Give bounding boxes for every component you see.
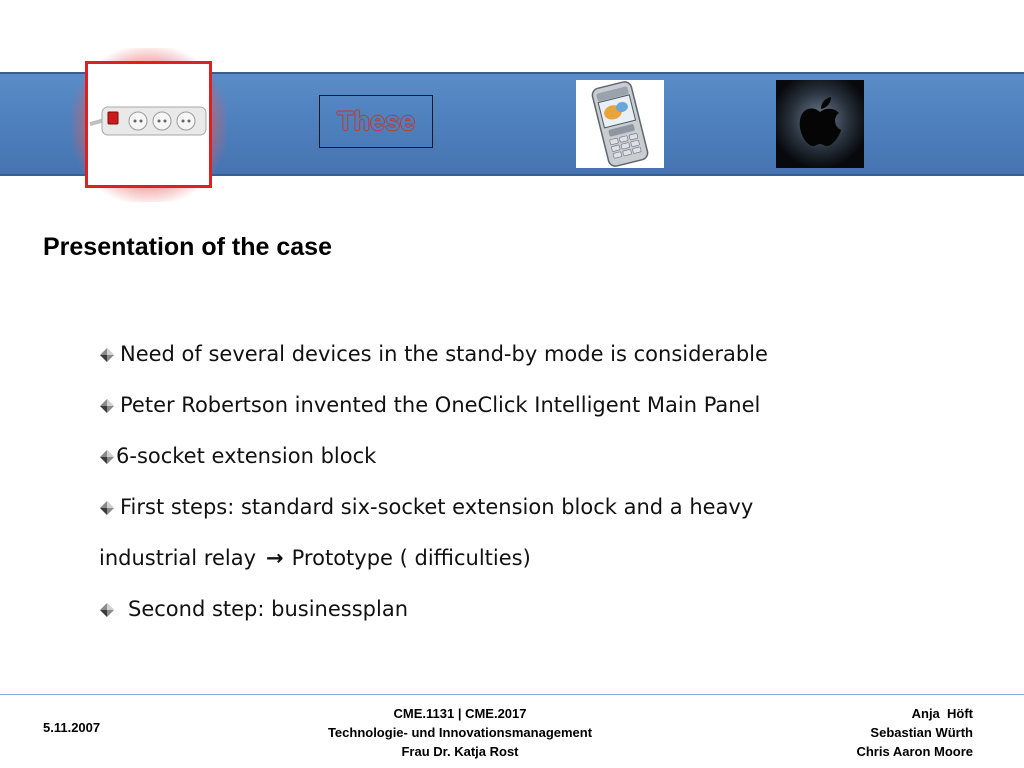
these-link-box[interactable] (319, 95, 433, 148)
bullet-item (100, 599, 408, 620)
power-strip-thumbnail[interactable] (85, 61, 212, 188)
apple-thumbnail[interactable] (776, 80, 864, 168)
footer-author: Sebastian Würth (870, 725, 973, 740)
diamond-bullet-icon (100, 348, 114, 362)
bullet-text: First steps: standard six-socket extension block and a heavy (120, 495, 754, 519)
bullet-item (100, 446, 376, 467)
footer-course-info (270, 704, 650, 761)
slide-title: Presentation of the case (43, 233, 332, 261)
arrow-right-icon: → (266, 546, 284, 570)
bullet-text: Prototype ( difficulties) (291, 546, 531, 570)
bullet-item (100, 395, 760, 416)
diamond-bullet-icon (100, 501, 114, 515)
diamond-bullet-icon (100, 450, 114, 464)
footer-author: Anja Höft (911, 706, 973, 721)
footer-lecturer: Frau Dr. Katja Rost (401, 744, 519, 759)
mobile-phone-thumbnail[interactable] (576, 80, 664, 168)
diamond-bullet-icon (100, 399, 114, 413)
bullet-item (100, 344, 768, 365)
bullet-text: Second step: businessplan (128, 597, 409, 621)
footer-author: Chris Aaron Moore (856, 744, 973, 759)
footer-subject: Technologie- und Innovationsmanagement (327, 725, 593, 740)
bullet-continuation (99, 548, 531, 569)
footer-authors (856, 704, 973, 761)
apple-logo-icon (776, 80, 864, 168)
bullet-text: Need of several devices in the stand-by mode is considerable (120, 342, 768, 366)
footer-date: 5.11.2007 (43, 720, 101, 735)
power-strip-icon (88, 64, 209, 185)
bullet-text: industrial relay (99, 546, 257, 570)
diamond-bullet-icon (100, 603, 114, 617)
bullet-text: Peter Robertson invented the OneClick Intelligent Main Panel (120, 393, 761, 417)
bullet-item (100, 497, 753, 518)
footer-divider (0, 694, 1024, 695)
bullet-text: 6-socket extension block (116, 444, 377, 468)
mobile-phone-icon (576, 80, 664, 168)
these-link-label[interactable]: These (336, 106, 416, 136)
footer-course: CME.1131 | CME.2017 (393, 706, 527, 721)
